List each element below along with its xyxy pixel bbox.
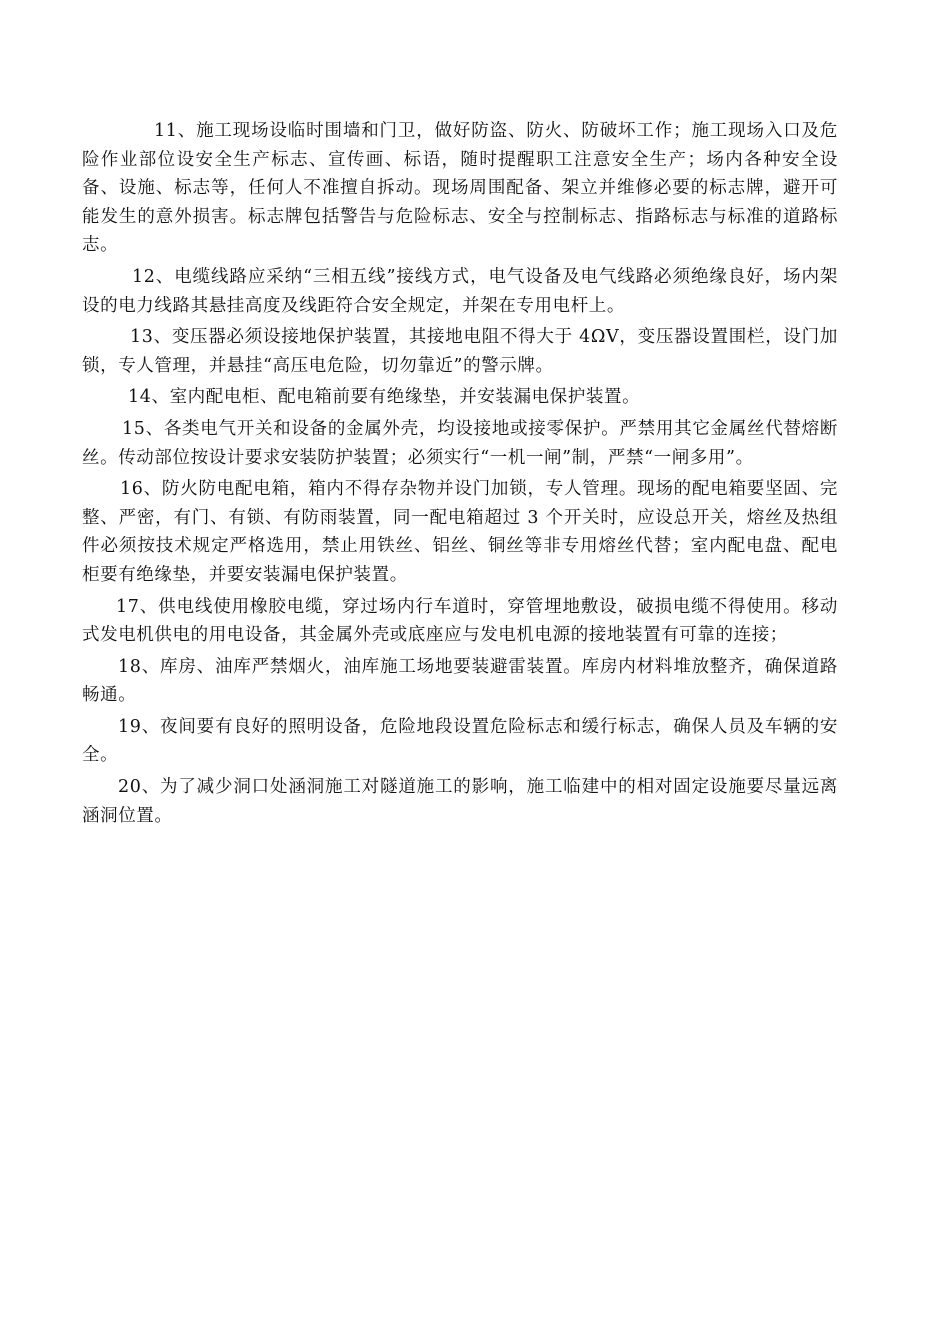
paragraph-17: 17、供电线使用橡胶电缆，穿过场内行车道时，穿管埋地敷设，破损电缆不得使用。移动式发电机供电的用电设备，其金属外壳或底座应与发电机电源的接地装置有可靠的连接； [82,596,838,646]
paragraph-18: 18、库房、油库严禁烟火，油库施工场地要装避雷装置。库房内材料堆放整齐，确保道路畅通。 [82,656,838,706]
paragraph-12: 12、电缆线路应采纳“三相五线”接线方式，电气设备及电气线路必须绝缘良好，场内架设的电力线路其悬挂高度及线距符合安全规定，并架在专用电杆上。 [82,266,838,316]
paragraph-20: 20、为了减少洞口处涵洞施工对隧道施工的影响，施工临建中的相对固定设施要尽量远离涵洞位置。 [82,777,838,826]
document-body [82,117,838,830]
paragraph-14: 14、室内配电柜、配电箱前要有绝缘垫，并安装漏电保护装置。 [128,387,641,408]
paragraph-19: 19、夜间要有良好的照明设备，危险地段设置危险标志和缓行标志，确保人员及车辆的安全。 [82,716,838,766]
paragraph-11: 11、施工现场设临时围墙和门卫，做好防盗、防火、防破坏工作；施工现场入口及危险作业部位设安全生产标志、宣传画、标语，随时提醒职工注意安全生产；场内各种安全设备、设施、标志等，任何人不准擅自拆动。现场周围配备、架立并维修必要的标志牌，避开可能发生的意外损害。标志牌包括警告与危险标志、安全与控制标志、指路标志与标准的道路标志。 [82,121,838,256]
paragraph-13: 13、变压器必须设接地保护装置，其接地电阻不得大于 4ΩV，变压器设置围栏，设门加锁，专人管理，并悬挂“高压电危险，切勿靠近”的警示牌。 [82,327,838,376]
paragraph-16: 16、防火防电配电箱，箱内不得存杂物并设门加锁，专人管理。现场的配电箱要坚固、完整、严密，有门、有锁、有防雨装置，同一配电箱超过 3 个开关时，应设总开关，熔丝及热组件必须按技术规定严格选用，禁止用铁丝、铝丝、铜丝等非专用熔丝代替；室内配电盘、配电柜要有绝缘垫，并要安装漏电保护装置。 [82,479,838,585]
paragraph-15: 15、各类电气开关和设备的金属外壳，均设接地或接零保护。严禁用其它金属丝代替熔断丝。传动部位按设计要求安装防护装置；必须实行“一机一闸”制，严禁“一闸多用”。 [82,418,838,468]
